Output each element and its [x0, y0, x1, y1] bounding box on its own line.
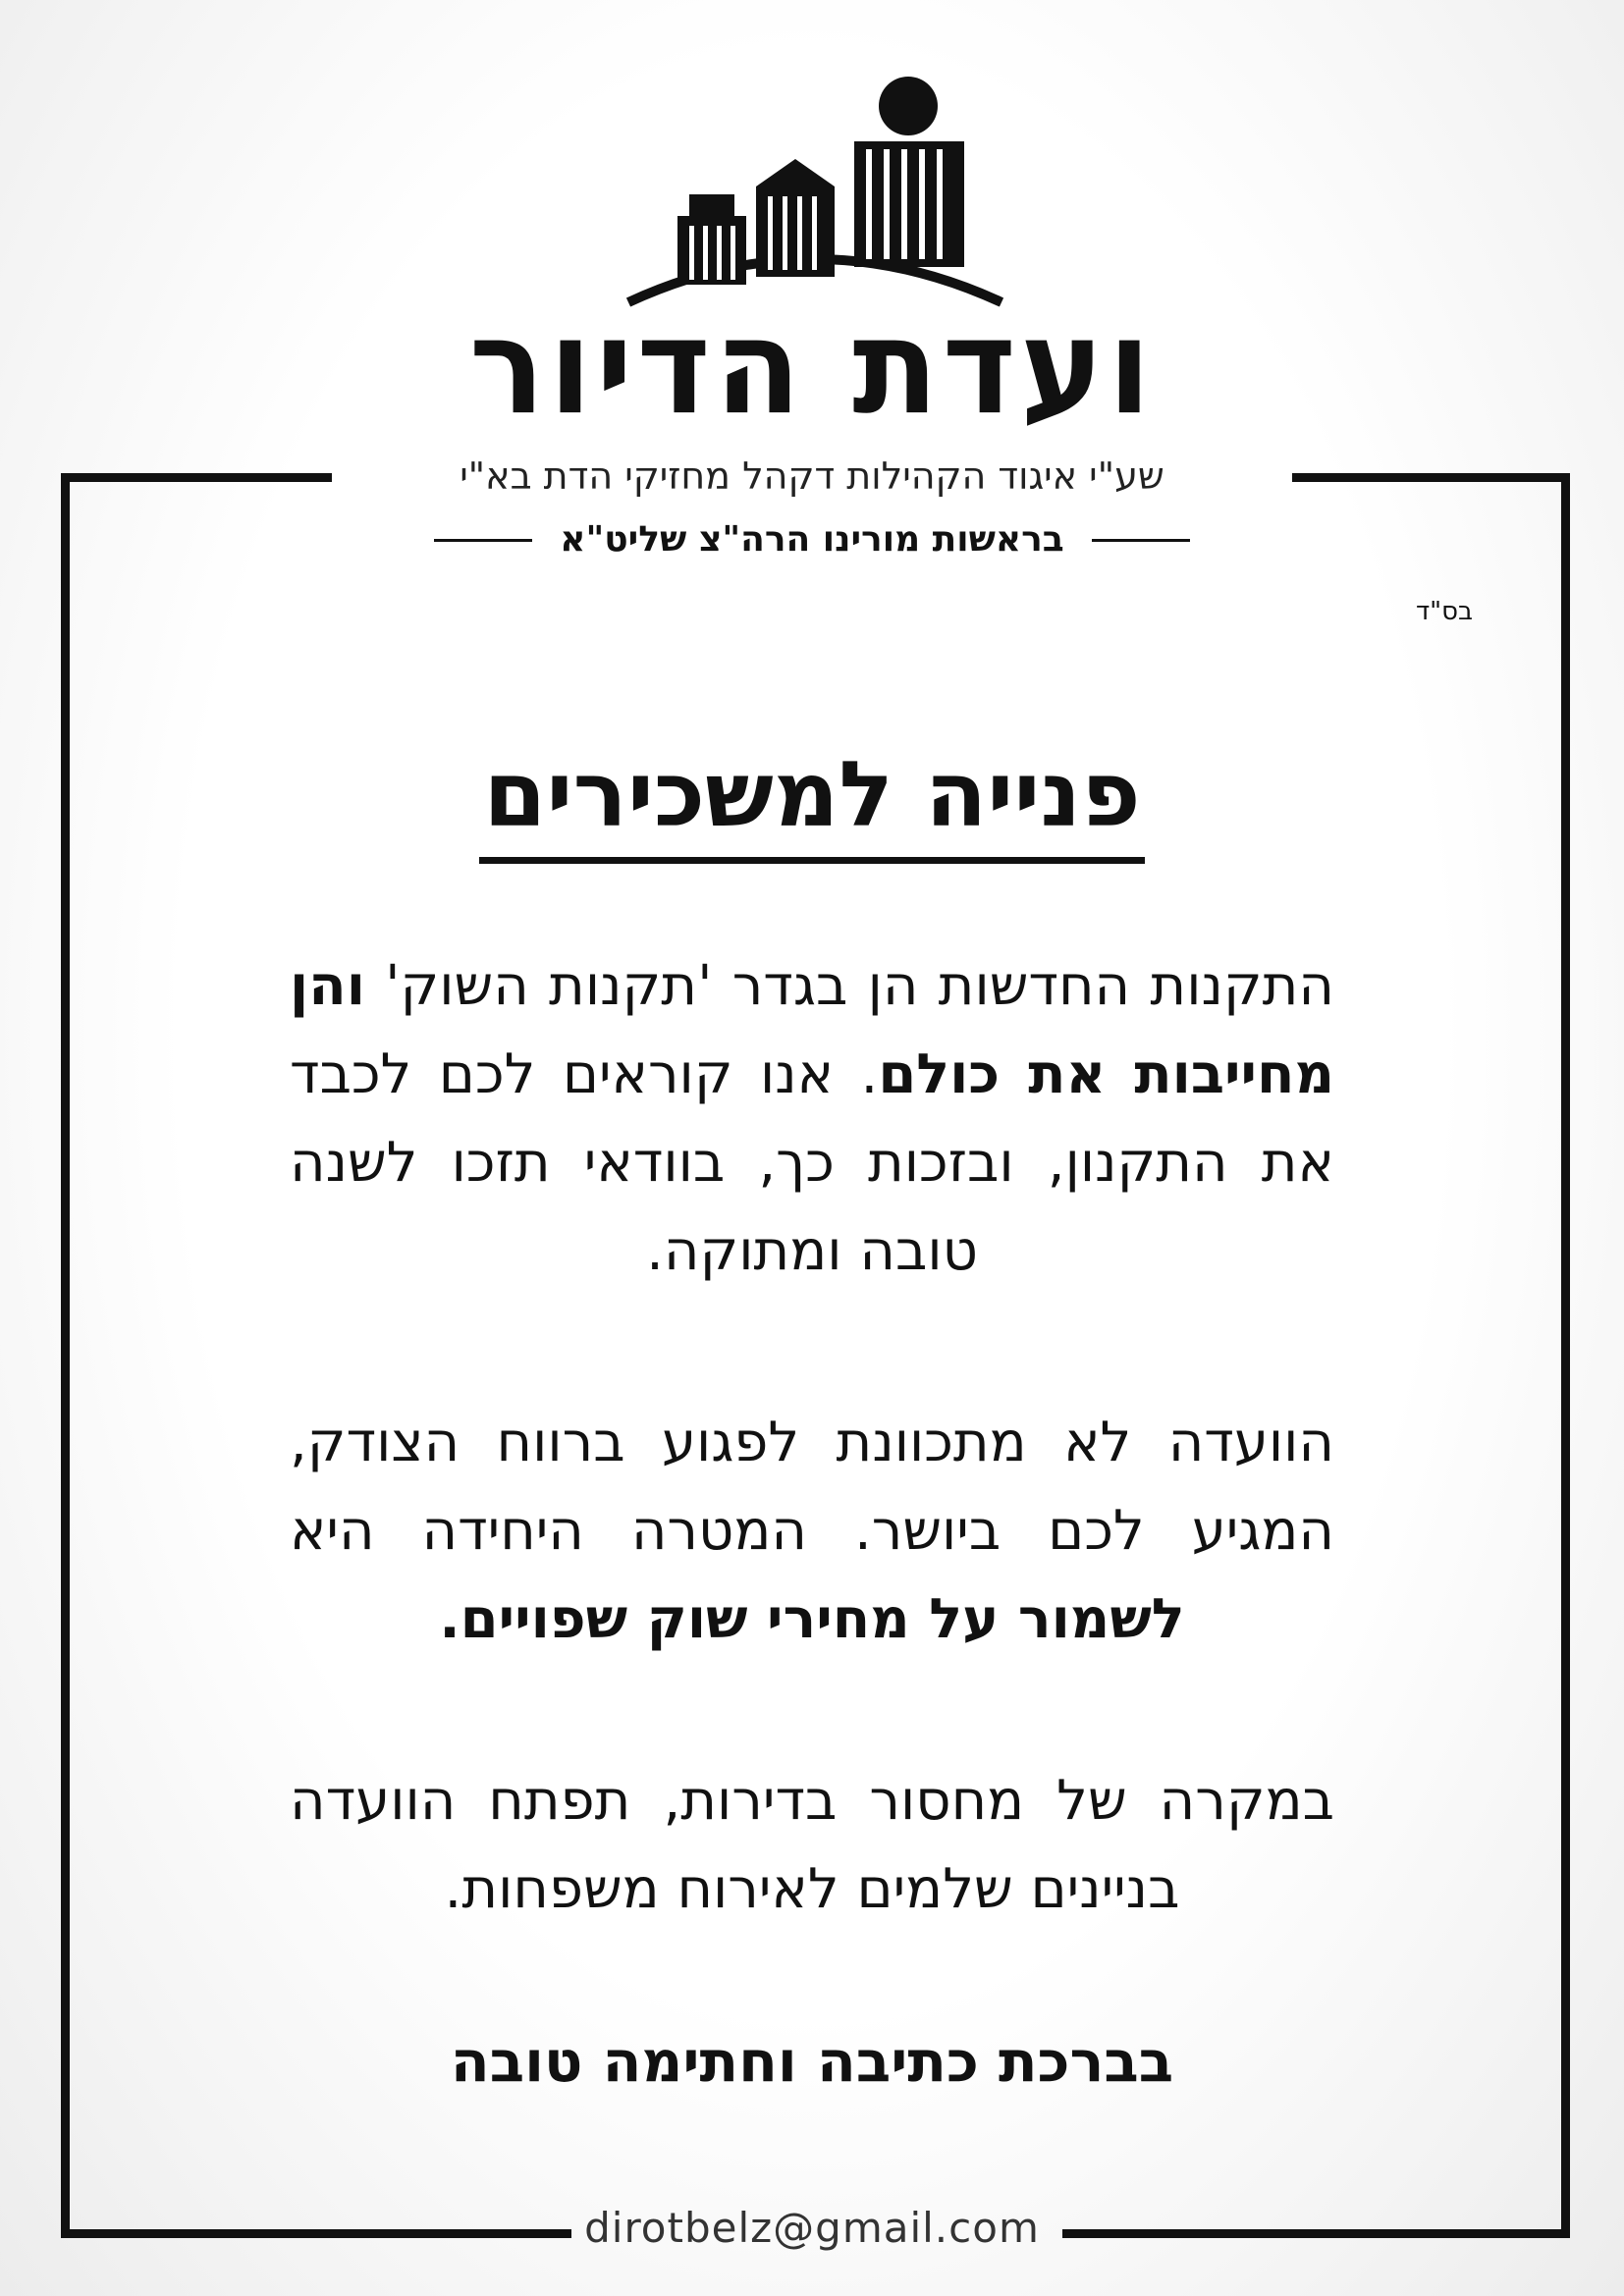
frame-right-line	[1561, 473, 1570, 2238]
footer-email[interactable]: dirotbelz@gmail.com	[584, 2204, 1040, 2252]
paragraph-1-part-2: . אנו קוראים לכם לכבד את התקנון, ובזכות כך, בוודאי תזכו לשנה טובה ומתוקה.	[290, 1042, 1334, 1283]
paragraph-2-part-1: הוועדה לא מתכוונת לפגוע ברווח הצודק, המגיע לכם ביושר. המטרה היחידה היא	[290, 1411, 1334, 1563]
rule-left	[434, 539, 532, 542]
document-title	[321, 736, 1303, 854]
subtitle-organization: שע"י איגוד הקהילות דקהל מחזיקי הדת בא"י	[460, 454, 1164, 498]
closing-blessing: בברכת כתיבה וחתימה טובה	[450, 2028, 1174, 2095]
paragraph-2-bold: לשמור על מחירי שוק שפויים.	[439, 1587, 1185, 1651]
document-title-text: פנייה למשכירים	[479, 742, 1144, 864]
paragraph-1-bold: והן מחייבות את כולם	[290, 954, 1334, 1106]
paragraph-1-part-1: התקנות החדשות הן בגדר 'תקנות השוק'	[364, 954, 1334, 1018]
paragraph-1	[290, 942, 1334, 1296]
frame-top-left-line	[61, 473, 332, 482]
subtitle-leadership-row	[412, 515, 1212, 564]
rule-right	[1092, 539, 1190, 542]
corner-note: בס"ד	[1415, 597, 1473, 626]
skyline-logo-icon	[609, 69, 1021, 324]
frame-left-line	[61, 473, 70, 2238]
frame-top-right-line	[1292, 473, 1570, 482]
frame-bottom-right-line	[1062, 2229, 1570, 2238]
paragraph-2	[290, 1399, 1334, 1664]
subtitle-leadership: בראשות מורינו הרה"צ שליט"א	[560, 519, 1064, 560]
paragraph-3: במקרה של מחסור בדירות, תפתח הוועדה בניינים שלמים לאירוח משפחות.	[290, 1769, 1334, 1921]
brand-title: ועדת הדיור	[468, 291, 1156, 445]
frame-bottom-left-line	[61, 2229, 571, 2238]
